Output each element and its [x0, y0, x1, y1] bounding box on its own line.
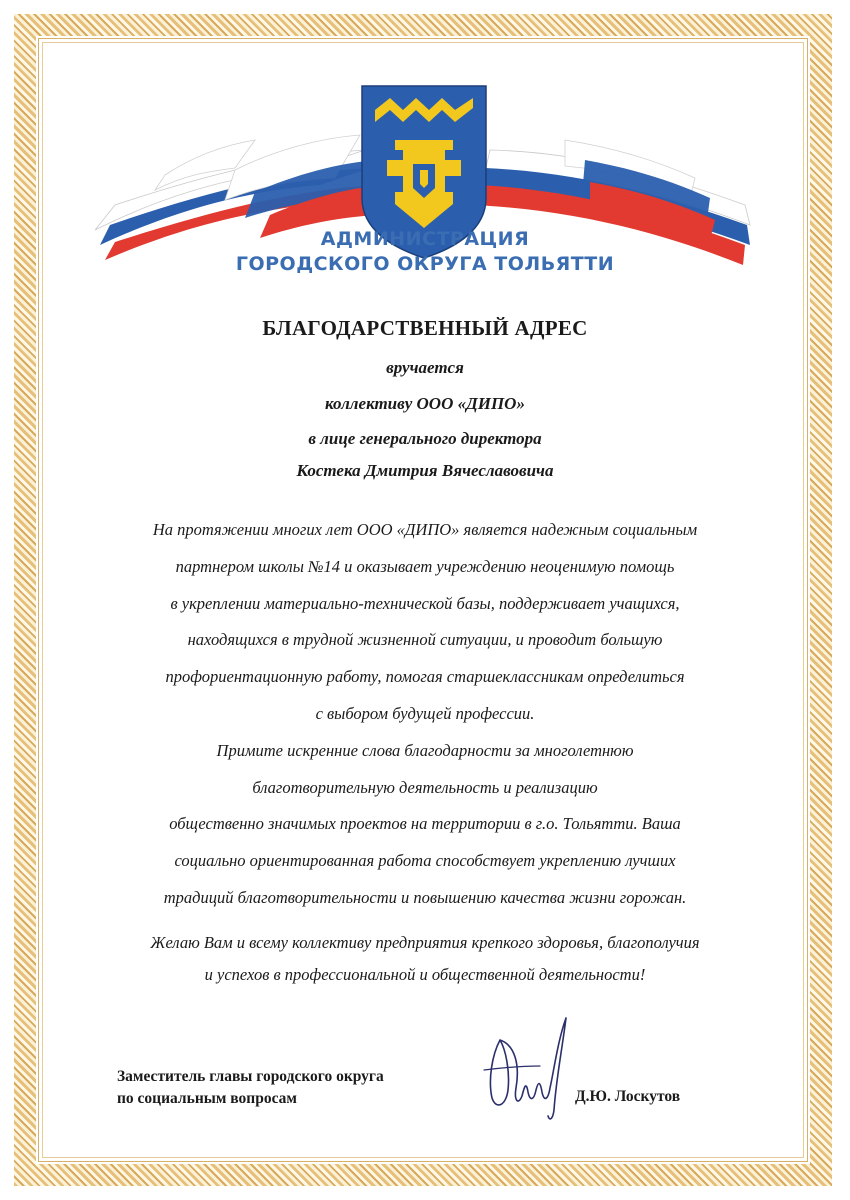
body-line: социально ориентированная работа способствует укреплению лучших: [174, 851, 676, 871]
wish-line: и успехов в профессиональной и общественной деятельности!: [204, 965, 646, 984]
document-title: БЛАГОДАРСТВЕННЫЙ АДРЕС: [262, 316, 588, 340]
flag-ribbon-emblem: [95, 80, 755, 280]
via-line: в лице генерального директора: [308, 429, 542, 448]
admin-title-line2: ГОРОДСКОГО ОКРУГА ТОЛЬЯТТИ: [235, 253, 615, 275]
wish-paragraph: [70, 927, 780, 991]
body-line: Примите искренние слова благодарности за многолетнюю: [216, 740, 634, 760]
handwritten-signature-icon: [470, 1010, 580, 1125]
body-line: находящихся в трудной жизненной ситуации, и проводит большую: [187, 630, 663, 650]
signer-name: Д.Ю. Лоскутов: [575, 1088, 681, 1105]
body-line: профориентационную работу, помогая старшеклассникам определиться: [165, 667, 685, 687]
body-line: партнером школы №14 и оказывает учреждению неоценимую помощь: [175, 556, 675, 576]
certificate-body: [70, 512, 780, 917]
body-line: благотворительную деятельность и реализацию: [252, 777, 598, 797]
person-line: Костека Дмитрия Вячеславовича: [296, 461, 554, 480]
body-line: в укреплении материально-технической базы, поддерживает учащихся,: [170, 593, 680, 613]
awarded-line: вручается: [386, 358, 464, 377]
signer-role: [117, 1066, 384, 1110]
body-line: На протяжении многих лет ООО «ДИПО» является надежным социальным: [152, 520, 698, 539]
wish-line: Желаю Вам и всему коллективу предприятия крепкого здоровья, благополучия: [150, 933, 700, 952]
body-line: общественно значимых проектов на территории в г.о. Тольятти. Ваша: [169, 814, 681, 834]
signer-role-line2: по социальным вопросам: [117, 1090, 297, 1107]
signer-role-line1: Заместитель главы городского округа: [117, 1068, 384, 1085]
body-line: традиций благотворительности и повышению качества жизни горожан.: [163, 887, 687, 907]
recipient-line: коллективу ООО «ДИПО»: [325, 394, 525, 413]
body-line: с выбором будущей профессии.: [315, 703, 535, 723]
admin-title-line1: АДМИНИСТРАЦИЯ: [320, 228, 530, 250]
